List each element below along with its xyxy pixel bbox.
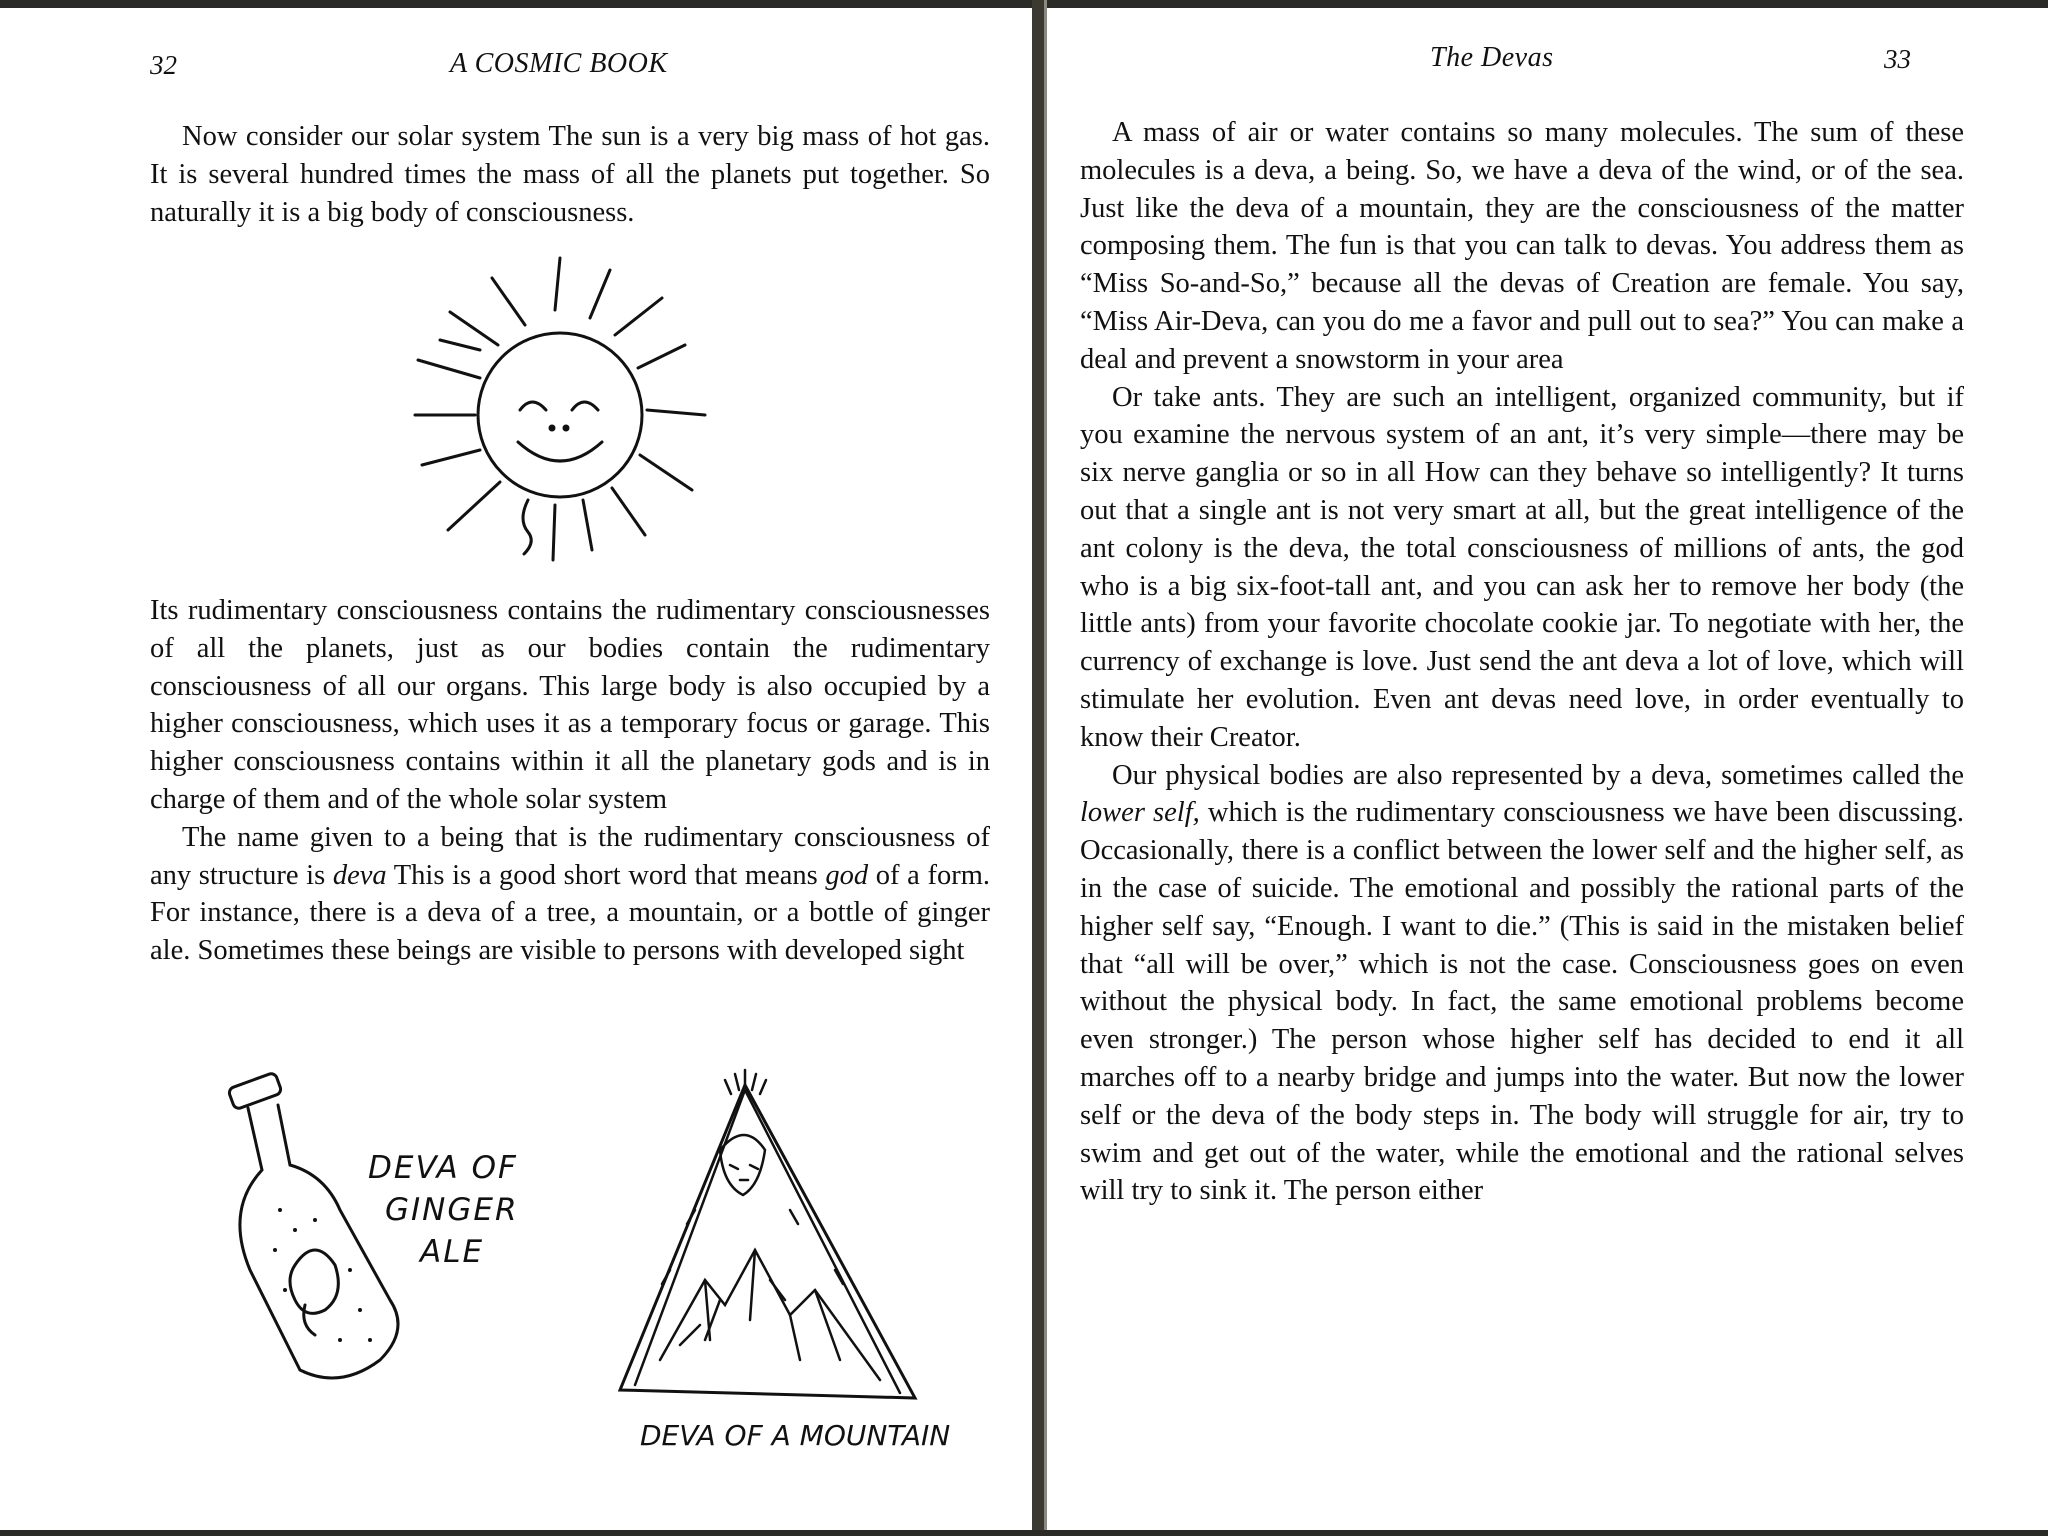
sun-right-eye bbox=[572, 402, 598, 410]
scan-bottom-edge bbox=[0, 1530, 2048, 1536]
left-paragraph-2: Its rudimentary consciousness contains the rudimentary consciousnesses of all the planets, just as our bodies contain the rudimentary consciousness of all our organs. This large body is also occupied by a higher consciousness, which uses it as a temporary focus or garage. This higher consciousness contains within it all the planetary gods and is in charge of them and of the whole solar system bbox=[150, 595, 990, 815]
mountain-deva-illustration bbox=[600, 1060, 960, 1460]
sun-smile bbox=[518, 442, 602, 461]
sun-left-eye bbox=[520, 402, 546, 410]
sun-face bbox=[478, 333, 642, 497]
caption-bottle-line-2: GINGER bbox=[385, 1192, 519, 1228]
smiling-sun-illustration bbox=[400, 250, 720, 570]
right-paragraph-3: Our physical bodies are also represented by a deva, sometimes called the lower self, which is the rudimentary consciousness we have been discussing. Occasionally, there is a conflict between the lower self and the higher self, as in the case of suicide. The emotional and possibly the rational parts of the higher self say, “Enough. I want to die.” (This is said in the mistaken belief that “all will be over,” which is not the case. Consciousness goes on even without the physical body. In fact, the same emotional problems become even stronger.) The person whose higher self has decided to end it all marches off to a nearby bridge and jumps into the water. But now the lower self or the deva of the body steps in. The body will struggle for air, try to swim and get out of the water, while the emotional and the rational selves will try to sink it. The person either bbox=[1080, 759, 1964, 1207]
left-paragraph-1: Now consider our solar system The sun is a very big mass of hot gas. It is several hundred times the mass of all the planets put together. So naturally it is a big body of consciousness. bbox=[150, 121, 990, 228]
right-paragraph-2: Or take ants. They are such an intelligent, organized community, but if you examine the nervous system of an ant, it’s very simple—there may be six nerve ganglia or so in all How can they behave so intelligently? It turns out that a single ant is not very smart at all, but the great intelligence of the ant colony is the deva, the total consciousness of millions of ants, the god who is a big six-foot-tall ant, and you can ask her to remove her body (the little ants) from your favorite chocolate cookie jar. To negotiate with her, the currency of exchange is love. Just send the ant deva a lot of love, which will stimulate her evolution. Even ant devas need love, in order eventually to know their Creator. bbox=[1080, 381, 1964, 753]
caption-bottle-line-1: DEVA OF bbox=[368, 1150, 518, 1186]
right-paragraph-1: A mass of air or water contains so many molecules. The sum of these molecules is a deva, a being. So, we have a deva of the wind, or of the sea. Just like the deva of a mountain, they are the consciousness of the matter composing them. The fun is that you can talk to devas. You address them as “Miss So-and-So,” because all the devas of Creation are female. You say, “Miss Air-Deva, can you do me a favor and pull out to sea?” You can make a deal and prevent a snowstorm in your area bbox=[1080, 117, 1964, 375]
running-head-left: A COSMIC BOOK bbox=[450, 48, 668, 79]
left-text-block-2 bbox=[150, 592, 990, 970]
right-page bbox=[1046, 0, 2048, 1530]
caption-bottle-line-3: ALE bbox=[420, 1234, 485, 1270]
caption-mountain: DEVA OF A MOUNTAIN bbox=[640, 1419, 951, 1452]
left-text-block-1 bbox=[150, 118, 990, 231]
right-text-block bbox=[1080, 114, 1964, 1210]
book-spine bbox=[1032, 0, 1044, 1536]
term-god: god bbox=[825, 859, 869, 891]
left-paragraph-3: The name given to a being that is the rudimentary consciousness of any structure is deva This is a good short word that means god of a form. For instance, there is a deva of a tree, a mountain, or a bottle of ginger ale. Sometimes these beings are visible to persons with developed sight bbox=[150, 821, 990, 967]
term-deva: deva bbox=[332, 859, 387, 891]
page-number-right: 33 bbox=[1884, 44, 1911, 74]
running-head-right: The Devas bbox=[1430, 42, 1554, 73]
page-number-left: 32 bbox=[150, 50, 177, 80]
term-lower-self: lower self, bbox=[1080, 797, 1200, 829]
ginger-ale-bottle-illustration bbox=[220, 1060, 540, 1400]
